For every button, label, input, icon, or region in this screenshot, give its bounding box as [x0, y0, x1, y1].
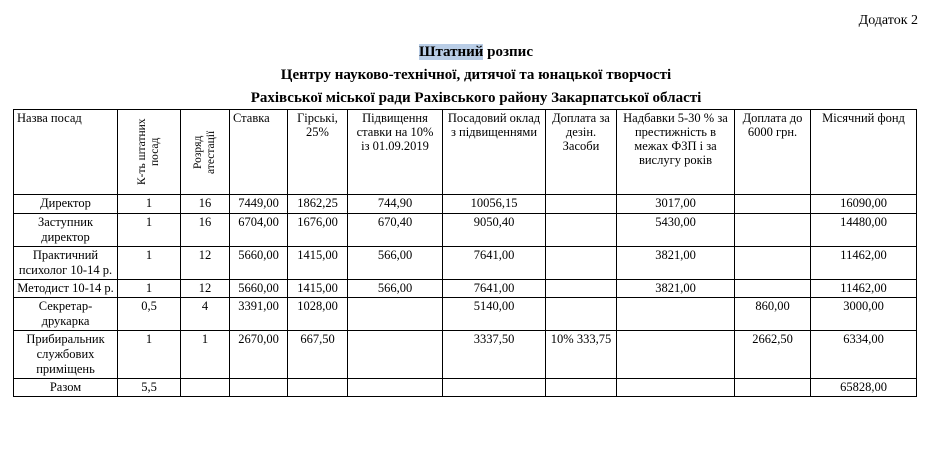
cell-salary: 5140,00	[443, 298, 546, 331]
header-position: Назва посад	[14, 110, 118, 195]
cell-count: 1	[118, 280, 181, 298]
cell-monthly: 11462,00	[811, 247, 917, 280]
cell-grade	[181, 379, 230, 397]
table-row	[14, 280, 917, 298]
cell-monthly: 14480,00	[811, 214, 917, 247]
cell-mountain: 1415,00	[288, 247, 348, 280]
staff-table	[13, 109, 917, 397]
cell-name: Директор	[14, 195, 118, 214]
cell-count: 1	[118, 214, 181, 247]
cell-name: Заступник директор	[14, 214, 118, 247]
cell-mountain: 667,50	[288, 331, 348, 379]
table-row	[14, 298, 917, 331]
cell-count: 5,5	[118, 379, 181, 397]
table-row	[14, 214, 917, 247]
cell-name: Прибиральник службових приміщень	[14, 331, 118, 379]
cell-extra	[735, 280, 811, 298]
cell-monthly: 65828,00	[811, 379, 917, 397]
cell-salary	[443, 379, 546, 397]
cell-salary: 7641,00	[443, 247, 546, 280]
cell-count: 1	[118, 247, 181, 280]
cell-rate: 7449,00	[230, 195, 288, 214]
cell-grade: 16	[181, 195, 230, 214]
cell-count: 1	[118, 195, 181, 214]
cell-monthly: 6334,00	[811, 331, 917, 379]
cell-bonus: 3017,00	[617, 195, 735, 214]
cell-name: Секретар-друкарка	[14, 298, 118, 331]
cell-disinfect	[546, 214, 617, 247]
cell-mountain	[288, 379, 348, 397]
cell-bonus	[617, 331, 735, 379]
cell-bonus: 3821,00	[617, 247, 735, 280]
cell-grade: 12	[181, 280, 230, 298]
table-row	[14, 195, 917, 214]
cell-disinfect: 10% 333,75	[546, 331, 617, 379]
cell-disinfect	[546, 280, 617, 298]
cell-grade: 4	[181, 298, 230, 331]
cell-monthly: 3000,00	[811, 298, 917, 331]
document-subtitle-org: Рахівської міської ради Рахівського району Закарпатської області	[250, 90, 702, 106]
table-header-row	[14, 110, 917, 195]
cell-rate: 6704,00	[230, 214, 288, 247]
cell-name: Методист 10-14 р.	[14, 280, 118, 298]
cell-name: Практичний психолог 10-14 р.	[14, 247, 118, 280]
highlighted-title-word: Штатний	[418, 44, 484, 60]
cell-bonus: 5430,00	[617, 214, 735, 247]
cell-rate: 5660,00	[230, 247, 288, 280]
cell-count: 1	[118, 331, 181, 379]
table-row	[14, 247, 917, 280]
header-extra: Доплата до 6000 грн.	[735, 110, 811, 195]
cell-increase: 566,00	[348, 280, 443, 298]
cell-rate: 5660,00	[230, 280, 288, 298]
cell-name: Разом	[14, 379, 118, 397]
header-salary: Посадовий оклад з підвищеннями	[443, 110, 546, 195]
cell-increase: 566,00	[348, 247, 443, 280]
cell-increase	[348, 331, 443, 379]
cell-rate: 2670,00	[230, 331, 288, 379]
title-rest: розпис	[483, 44, 533, 60]
header-count	[118, 110, 181, 195]
cell-bonus: 3821,00	[617, 280, 735, 298]
header-increase: Підвищення ставки на 10% із 01.09.2019	[348, 110, 443, 195]
cell-increase	[348, 379, 443, 397]
cell-extra: 2662,50	[735, 331, 811, 379]
header-disinfect: Доплата за дезін. Засоби	[546, 110, 617, 195]
appendix-label: Додаток 2	[858, 13, 918, 28]
cell-increase: 744,90	[348, 195, 443, 214]
cell-mountain: 1862,25	[288, 195, 348, 214]
cell-monthly: 11462,00	[811, 280, 917, 298]
cell-grade: 16	[181, 214, 230, 247]
cell-extra	[735, 195, 811, 214]
table-total-row	[14, 379, 917, 397]
cell-disinfect	[546, 247, 617, 280]
cell-disinfect	[546, 195, 617, 214]
header-grade-text: Розряд атестації	[192, 130, 217, 174]
cell-bonus	[617, 298, 735, 331]
header-monthly: Місячний фонд	[811, 110, 917, 195]
cell-mountain: 1676,00	[288, 214, 348, 247]
cell-grade: 1	[181, 331, 230, 379]
cell-salary: 7641,00	[443, 280, 546, 298]
cell-increase	[348, 298, 443, 331]
cell-disinfect	[546, 298, 617, 331]
cell-rate	[230, 379, 288, 397]
cell-bonus	[617, 379, 735, 397]
table-row	[14, 331, 917, 379]
cell-mountain: 1028,00	[288, 298, 348, 331]
header-bonus: Надбавки 5-30 % за престижність в межах ФЗП і за вислугу років	[617, 110, 735, 195]
header-grade	[181, 110, 230, 195]
header-count-text: К-ть штатних посад	[136, 118, 161, 186]
cell-mountain: 1415,00	[288, 280, 348, 298]
cell-monthly: 16090,00	[811, 195, 917, 214]
cell-salary: 10056,15	[443, 195, 546, 214]
cell-extra	[735, 379, 811, 397]
header-rate: Ставка	[230, 110, 288, 195]
cell-count: 0,5	[118, 298, 181, 331]
cell-salary: 3337,50	[443, 331, 546, 379]
cell-grade: 12	[181, 247, 230, 280]
cell-rate: 3391,00	[230, 298, 288, 331]
header-mountain: Гірські, 25%	[288, 110, 348, 195]
cell-increase: 670,40	[348, 214, 443, 247]
cell-disinfect	[546, 379, 617, 397]
document-title	[0, 41, 952, 63]
cell-extra: 860,00	[735, 298, 811, 331]
document-subtitle: Центру науково-технічної, дитячої та юнацької творчості	[280, 67, 672, 83]
cell-extra	[735, 214, 811, 247]
cell-extra	[735, 247, 811, 280]
cell-salary: 9050,40	[443, 214, 546, 247]
